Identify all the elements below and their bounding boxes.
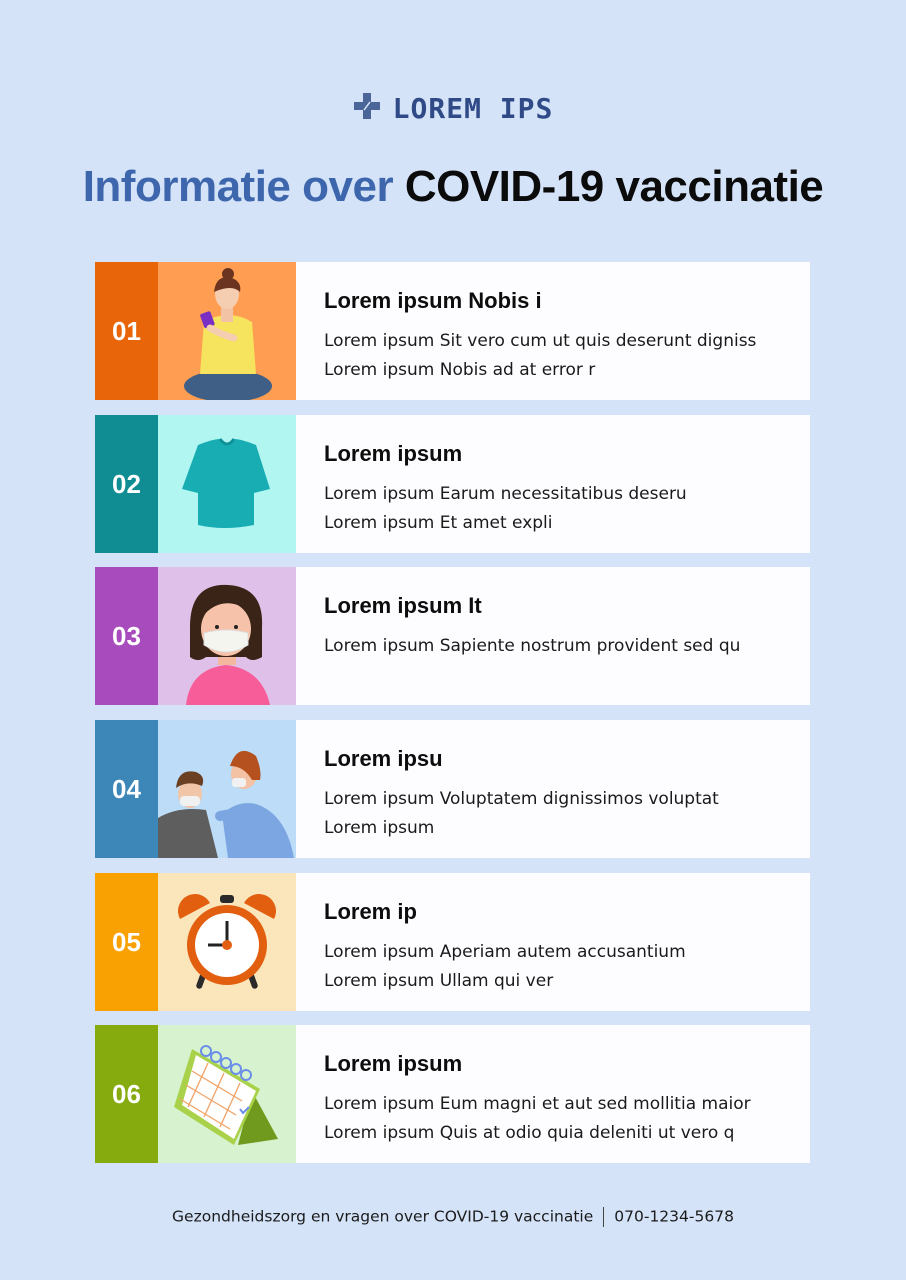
info-card-04	[95, 720, 810, 858]
card-line: Lorem ipsum Earum necessitatibus deseru	[324, 484, 687, 504]
card-line: Lorem ipsum Quis at odio quia deleniti ut vero q	[324, 1123, 735, 1143]
footer	[0, 1207, 906, 1227]
alarm-clock-icon	[158, 873, 296, 1011]
footer-text: Gezondheidszorg en vragen over COVID-19 vaccinatie	[172, 1207, 594, 1226]
medical-cross-icon	[353, 92, 381, 125]
card-text	[296, 567, 810, 705]
card-line: Lorem ipsum Aperiam autem accusantium	[324, 942, 686, 962]
footer-divider	[603, 1207, 604, 1227]
card-line: Lorem ipsum	[324, 818, 435, 838]
card-line: Lorem ipsum Ullam qui ver	[324, 971, 554, 991]
info-card-06	[95, 1025, 810, 1163]
info-card-03	[95, 567, 810, 705]
card-text	[296, 873, 810, 1011]
woman-wearing-mask-icon	[158, 567, 296, 705]
card-text	[296, 720, 810, 858]
logo-text: LOREM IPS	[392, 92, 554, 125]
logo	[0, 92, 906, 125]
card-text	[296, 415, 810, 553]
footer-phone: 070-1234-5678	[614, 1207, 734, 1226]
tshirt-icon	[158, 415, 296, 553]
card-number: 01	[95, 262, 158, 400]
card-line: Lorem ipsum Sapiente nostrum provident sed qu	[324, 636, 741, 656]
card-line: Lorem ipsum Voluptatem dignissimos voluptat	[324, 789, 719, 809]
card-number: 06	[95, 1025, 158, 1163]
card-heading: Lorem ipsum	[324, 441, 463, 466]
card-heading: Lorem ip	[324, 899, 417, 924]
card-number: 02	[95, 415, 158, 553]
info-card-02	[95, 415, 810, 553]
card-line: Lorem ipsum Sit vero cum ut quis deserunt digniss	[324, 331, 757, 351]
card-number: 03	[95, 567, 158, 705]
card-number: 04	[95, 720, 158, 858]
card-line: Lorem ipsum Nobis ad at error r	[324, 360, 596, 380]
card-heading: Lorem ipsum It	[324, 593, 482, 618]
card-line: Lorem ipsum Et amet expli	[324, 513, 553, 533]
card-text	[296, 1025, 810, 1163]
card-number: 05	[95, 873, 158, 1011]
card-line: Lorem ipsum Eum magni et aut sed mollitia maior	[324, 1094, 751, 1114]
info-card-01	[95, 262, 810, 400]
page-title	[0, 162, 906, 212]
vaccination-scene-icon	[158, 720, 296, 858]
info-card-05	[95, 873, 810, 1011]
card-heading: Lorem ipsum	[324, 1051, 463, 1076]
card-heading: Lorem ipsum Nobis i	[324, 288, 542, 313]
card-text	[296, 262, 810, 400]
card-heading: Lorem ipsu	[324, 746, 443, 771]
desk-calendar-icon	[158, 1025, 296, 1163]
title-accent: Informatie over	[82, 162, 394, 211]
woman-with-phone-icon	[158, 262, 296, 400]
title-main: COVID-19 vaccinatie	[404, 162, 824, 211]
